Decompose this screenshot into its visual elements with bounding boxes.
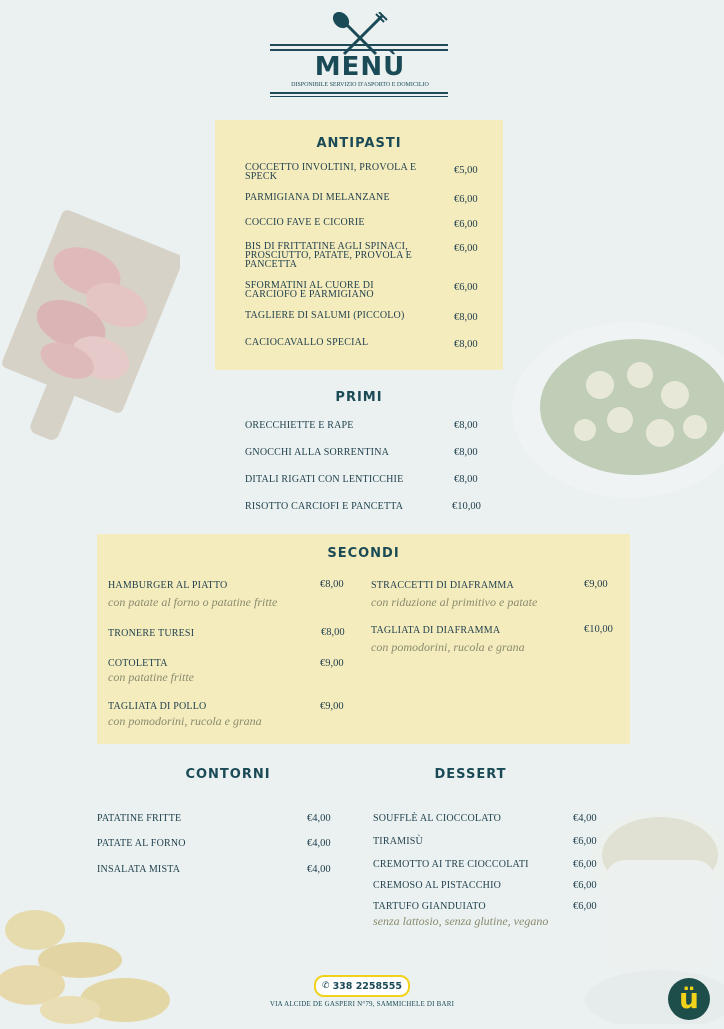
primi-item: DITALI RIGATI CON LENTICCHIE — [245, 474, 404, 485]
primi-item: RISOTTO CARCIOFI E PANCETTA — [245, 501, 404, 512]
contorni-heading: CONTORNI — [185, 767, 271, 782]
charcuterie-board-image — [0, 205, 180, 455]
dessert-price: €4,00 — [573, 813, 597, 824]
primi-heading: PRIMI — [335, 390, 383, 405]
address: VIA ALCIDE DE GASPERI N°79, SAMMICHELE DI BARI — [269, 1000, 455, 1008]
header-logo — [270, 12, 450, 102]
secondi-item: TAGLIATA DI POLLO — [108, 701, 207, 712]
dessert-item: CREMOSO AL PISTACCHIO — [373, 880, 502, 891]
secondi-price: €9,00 — [320, 701, 344, 712]
secondi-price: €8,00 — [321, 627, 345, 638]
contorni-price: €4,00 — [307, 864, 331, 875]
antipasti-price: €8,00 — [454, 312, 478, 323]
header-rule-top — [270, 44, 448, 46]
dessert-item: TIRAMISÙ — [373, 836, 423, 847]
dessert-item: SOUFFLÈ AL CIOCCOLATO — [373, 813, 502, 824]
secondi-item: HAMBURGER AL PIATTO — [108, 580, 228, 591]
phone-pill[interactable] — [314, 975, 410, 997]
secondi-note: con patate al forno o patatine fritte — [108, 595, 278, 609]
antipasti-price: €8,00 — [454, 339, 478, 350]
phone-number: 338 2258555 — [332, 980, 402, 992]
antipasti-item: CACIOCAVALLO SPECIAL — [245, 337, 369, 348]
pasta-bowl-image — [510, 315, 724, 505]
header-rule-top-2 — [270, 49, 448, 51]
menu-title: MENÙ — [314, 52, 406, 82]
secondi-item: TRONERE TURESI — [108, 628, 195, 639]
secondi-price: €8,00 — [320, 579, 344, 590]
secondi-price: €9,00 — [320, 658, 344, 669]
dessert-item: TARTUFO GIANDUIATO — [373, 901, 486, 912]
dessert-price: €6,00 — [573, 880, 597, 891]
secondi-note: con pomodorini, rucola e grana — [371, 640, 525, 654]
antipasti-panel — [215, 120, 503, 370]
antipasti-price: €5,00 — [454, 165, 478, 176]
secondi-heading: SECONDI — [327, 546, 400, 561]
secondi-note: con pomodorini, rucola e grana — [108, 714, 262, 728]
primi-price: €8,00 — [454, 474, 478, 485]
contorni-price: €4,00 — [307, 838, 331, 849]
secondi-price: €10,00 — [584, 624, 613, 635]
primi-price: €8,00 — [454, 447, 478, 458]
dessert-heading: DESSERT — [434, 767, 507, 782]
primi-item: GNOCCHI ALLA SORRENTINA — [245, 447, 390, 458]
dessert-price: €6,00 — [573, 836, 597, 847]
secondi-note: con patatine fritte — [108, 670, 194, 684]
antipasti-price: €6,00 — [454, 219, 478, 230]
antipasti-price: €6,00 — [454, 194, 478, 205]
primi-price: €10,00 — [452, 501, 481, 512]
contorni-item: INSALATA MISTA — [97, 864, 181, 875]
contorni-price: €4,00 — [307, 813, 331, 824]
secondi-item: STRACCETTI DI DIAFRAMMA — [371, 580, 514, 591]
dessert-item: CREMOTTO AI TRE CIOCCOLATI — [373, 859, 529, 870]
antipasti-item: SFORMATINI AL CUORE DI CARCIOFO E PARMIGIANO — [245, 280, 374, 300]
brand-logo — [668, 978, 710, 1020]
dessert-note: senza lattosio, senza glutine, vegano — [373, 914, 549, 928]
menu-subtitle: DISPONIBILE SERVIZIO D'ASPORTO E DOMICILIO — [291, 82, 429, 88]
phone-icon: ✆ — [322, 981, 330, 991]
contorni-item: PATATINE FRITTE — [97, 813, 182, 824]
secondi-item: COTOLETTA — [108, 658, 168, 669]
secondi-price: €9,00 — [584, 579, 608, 590]
antipasti-price: €6,00 — [454, 243, 478, 254]
antipasti-price: €6,00 — [454, 282, 478, 293]
header-rule-bottom — [270, 92, 448, 94]
primi-price: €8,00 — [454, 420, 478, 431]
potatoes-image — [0, 890, 180, 1024]
secondi-panel — [97, 534, 630, 744]
antipasti-item: PARMIGIANA DI MELANZANE — [245, 192, 390, 203]
antipasti-item: TAGLIERE DI SALUMI (PICCOLO) — [245, 310, 405, 321]
primi-item: ORECCHIETTE E RAPE — [245, 420, 354, 431]
antipasti-item: BIS DI FRITTATINE AGLI SPINACI, PROSCIUTTO, PATATE, PROVOLA E PANCETTA — [245, 241, 412, 270]
antipasti-item: COCCETTO INVOLTINI, PROVOLA E SPECK — [245, 162, 417, 182]
secondi-note: con riduzione al primitivo e patate — [371, 595, 538, 609]
secondi-item: TAGLIATA DI DIAFRAMMA — [371, 625, 501, 636]
antipasti-item: COCCIO FAVE E CICORIE — [245, 217, 365, 228]
header-rule-bottom-2 — [270, 96, 448, 97]
dessert-price: €6,00 — [573, 859, 597, 870]
dessert-price: €6,00 — [573, 901, 597, 912]
brand-logo-letter: ü — [679, 982, 699, 1015]
contorni-item: PATATE AL FORNO — [97, 838, 186, 849]
antipasti-heading: ANTIPASTI — [316, 136, 402, 151]
